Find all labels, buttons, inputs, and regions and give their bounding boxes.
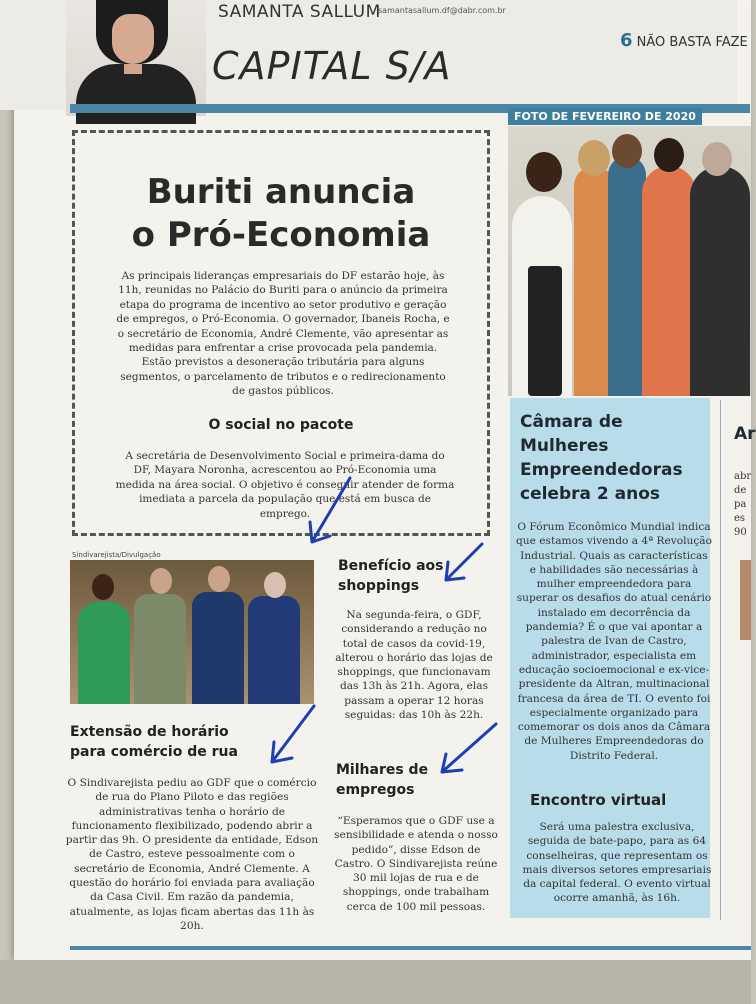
footer-rule <box>70 946 751 950</box>
encontro-title: Encontro virtual <box>530 791 667 809</box>
camara-title-line-4: celebra 2 anos <box>520 484 661 504</box>
milhares-title-line-2: empregos <box>336 782 415 798</box>
sindivarejista-photo <box>70 560 314 704</box>
main-headline <box>75 171 487 257</box>
social-subhead: O social no pacote <box>208 417 354 433</box>
extensao-title-line-2: para comércio de rua <box>70 744 238 760</box>
pen-arrow-icon <box>300 474 360 554</box>
milhares-title-line-1: Milhares de <box>336 762 429 778</box>
women-group-photo <box>508 126 751 396</box>
columnist-name: SAMANTA SALLUM <box>218 2 381 22</box>
social-body: A secretária de Desenvolvimento Social e primeira-dama do DF, Mayara Noronha, acrescentou ao Pró-Economia uma medida na área social. O objetivo é conseguir atender de forma imediata a parcela da população que está em busca de emprego. <box>115 450 455 520</box>
photo-date-tag: FOTO DE FEVEREIRO DE 2020 <box>508 108 702 125</box>
next-section-teaser <box>620 30 748 51</box>
beneficio-title <box>338 556 444 596</box>
columnist-photo <box>66 0 206 116</box>
main-story-box <box>72 130 490 536</box>
camara-title <box>520 410 710 506</box>
beneficio-body: Na segunda-feira, o GDF, considerando a redução no total de casos da covid-19, alterou o horário das lojas de shoppings, que funcionavam das 13h às 21h. Agora, elas passam a operar 12 horas seguidas: das 10h às 22h. <box>335 609 493 722</box>
column-divider <box>720 400 721 920</box>
camara-title-line-2: Mulheres <box>520 436 609 456</box>
extensao-title-line-1: Extensão de horário <box>70 724 229 740</box>
encontro-body: Será uma palestra exclusiva, seguida de bate-papo, para as 64 conselheiras, que representam os mais diversos setores empresariais da capital federal. O evento virtual ocorre amanhã, às 16h. <box>522 821 712 905</box>
pen-arrow-icon <box>438 540 488 590</box>
camara-body: O Fórum Econômico Mundial indica que estamos vivendo a 4ª Revolução Industrial. Quais as características e habilidades são necessárias à mulher empreendedora para superar os desafios do atual cenário instalado em decorrência da pandemia? É o que vai apontar a palestra de Ivan de Castro, administrador, especialista em educação socioemocional e ex-vice-presidente da Altran, multinacional francesa da área de TI. O evento foi especialmente organizado para comemorar os dois anos da Câmara de Mulheres Empreendedoras do Distrito Federal. <box>516 521 712 762</box>
main-lead: As principais lideranças empresariais do DF estarão hoje, às 11h, reunidas no Palácio do Buriti para o anúncio da primeira etapa do programa de incentivo ao setor produtivo e geração de empregos, o Pró-Economia. O governador, Ibaneis Rocha, e o secretário de Economia, André Clemente, vão apresentar as medidas para enfrentar a crise provocada pela pandemia. Estão previstos a desoneração tributária para alguns segmentos, o parcelamento de tributos e o redirecionamento de gastos públicos. <box>116 270 450 398</box>
edge-text: abr de pa es 90 <box>734 471 752 538</box>
edge-title: Ar <box>734 424 756 444</box>
table-surface <box>0 960 751 1004</box>
column-title: CAPITAL S/A <box>212 44 452 88</box>
beneficio-title-line-1: Benefício aos <box>338 558 444 574</box>
milhares-body: “Esperamos que o GDF use a sensibilidade e atenda o nosso pedido”, disse Edson de Castro. O Sindivarejista reúne 30 mil lojas de rua e de shoppings, onde trabalham cerca de 100 mil pessoas. <box>334 815 498 913</box>
pen-arrow-icon <box>432 718 502 778</box>
extensao-title <box>70 722 238 762</box>
headline-line-1: Buriti anuncia <box>146 172 416 212</box>
milhares-title <box>336 760 428 800</box>
extensao-body: O Sindivarejista pediu ao GDF que o comércio de rua do Plano Piloto e das regiões administrativas tenha o horário de funcionamento flexibilizado, podendo abrir a partir das 9h. O presidente da entidade, Edson de Castro, esteve pessoalmente com o secretário de Economia, André Clemente. A questão do horário foi enviada para avaliação da Casa Civil. Em razão da pandemia, atualmente, as lojas ficam abertas das 11h às 20h. <box>65 777 319 932</box>
photo-credit: Sindivarejista/Divulgação <box>72 551 161 559</box>
pen-arrow-icon <box>260 702 320 772</box>
teaser-number: 6 <box>620 30 633 51</box>
camara-title-line-3: Empreendedoras <box>520 460 683 480</box>
camara-title-line-1: Câmara de <box>520 412 623 432</box>
columnist-email: samantasallum.df@dabr.com.br <box>378 6 506 15</box>
teaser-text: NÃO BASTA FAZE <box>636 35 748 50</box>
edge-photo <box>740 560 751 640</box>
beneficio-title-line-2: shoppings <box>338 578 420 594</box>
headline-line-2: o Pró-Economia <box>131 215 431 255</box>
